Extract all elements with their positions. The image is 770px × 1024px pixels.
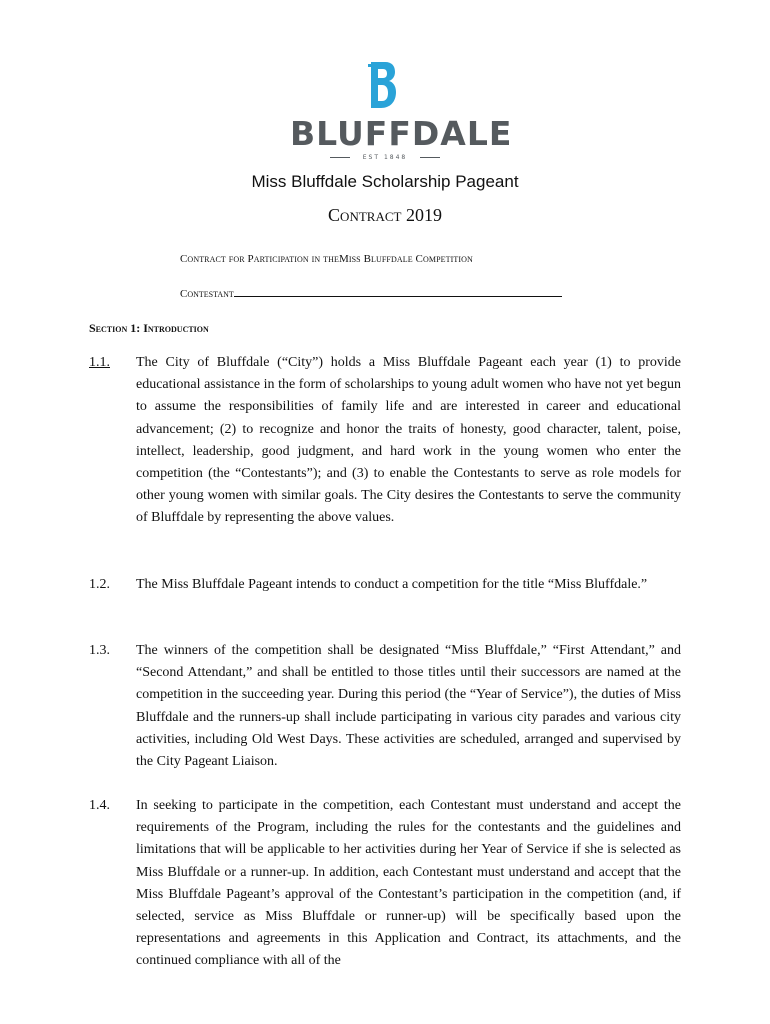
section-heading: Section 1: Introduction (89, 321, 209, 335)
paragraph-text: The winners of the competition shall be designated “Miss Bluffdale,” “First Attendant,” and “Second Attendant,” and shall be entitled to those titles until their successors are named at the competition in the succeeding year. During this period (the “Year of Service”), the duties of Miss Bluffdale and the runners-up shall include participating in various city parades and various city activities, including Old West Days. These activities are scheduled, arranged and supervised by the City Pageant Liaison. (136, 643, 681, 770)
paragraph-number: 1.3. (89, 643, 110, 658)
paragraph-number: 1.1. (89, 355, 110, 370)
paragraph-number: 1.2. (89, 577, 110, 592)
contract-title: Contract 2019 (328, 205, 442, 225)
contestant-name-line (180, 286, 600, 302)
logo-established-text: EST 1848 (362, 154, 408, 161)
contestant-label: Contestant (180, 288, 234, 300)
pageant-title: Miss Bluffdale Scholarship Pageant (251, 172, 519, 191)
logo-established (290, 153, 480, 163)
bluffdale-logo (290, 62, 513, 162)
paragraph-1-1 (89, 352, 681, 530)
logo-wordmark: BLUFFDALE (290, 114, 513, 153)
bluffdale-b-mark-icon (368, 62, 396, 108)
logo-rule-right (420, 157, 440, 158)
logo-rule-left (330, 157, 350, 158)
paragraph-1-2 (89, 574, 681, 596)
paragraph-number: 1.4. (89, 798, 110, 813)
paragraph-1-4 (89, 795, 681, 973)
contract-subtitle: Contract for Participation in theMiss Bluffdale Competition (180, 253, 473, 265)
paragraph-text: The Miss Bluffdale Pageant intends to conduct a competition for the title “Miss Bluffdale.” (136, 577, 648, 592)
paragraph-text: The City of Bluffdale (“City”) holds a Miss Bluffdale Pageant each year (1) to provide educational assistance in the form of scholarships to young adult women who have not yet begun to assume the responsibilities of family life and are interested in career and educational advancement; (2) to recognize and honor the traits of honesty, good character, talent, poise, intellect, leadership, good judgment, and hard work in the young women who enter the competition (the “Contestants”); and (3) to enable the Contestants to serve as role models for other young women with similar goals. The City desires the Contestants to serve the community of Bluffdale by representing the above values. (136, 355, 681, 526)
paragraph-1-3 (89, 640, 681, 773)
contestant-name-blank (234, 287, 562, 297)
paragraph-text: In seeking to participate in the competition, each Contestant must understand and accept the requirements of the Program, including the rules for the contestants and the guidelines and limitations that will be applicable to her activities during her Year of Service if she is selected as Miss Bluffdale or a runner-up. In addition, each Contestant must understand and accept that the Miss Bluffdale Pageant’s approval of the Contestant’s participation in the competition (and, if selected, service as Miss Bluffdale or runner-up) will be specifically based upon the representations and agreements in this Application and Contract, its attachments, and the continued compliance with all of the (136, 798, 681, 969)
